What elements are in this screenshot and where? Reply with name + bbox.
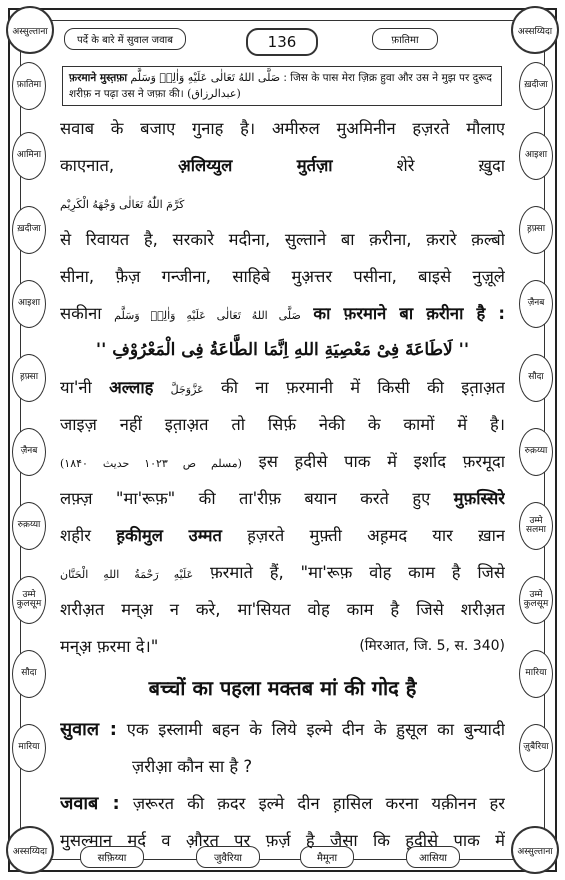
body-line: सवाब के बजाए गुनाह है। अमीरुल मुअमिनीन हज़रते मौलाए [60, 119, 505, 138]
border-name-text: सफ़िय्या [97, 853, 127, 864]
body-line [60, 628, 505, 665]
corner-medallion [6, 6, 54, 54]
border-name-left [12, 62, 46, 110]
border-name-text: मारिया [18, 742, 40, 753]
name-bold: अल्लाह [109, 378, 154, 397]
question-text: एक इस्लामी बहन के लिये इल्मे दीन के ह़ुसूल का बुन्यादी [126, 720, 505, 739]
border-name-text: मैमूना [316, 853, 338, 864]
border-name-right [519, 280, 553, 328]
corner-label: अस्सुल्ताना [517, 846, 553, 857]
hadith-reference: (مسلم ص ۱۰۲۳ حديث ۱۸۴۰) [60, 457, 242, 470]
text-span: शेरे ख़ुदा [396, 156, 505, 175]
body-line [60, 480, 505, 517]
text-span: इस ह़दीसे पाक में इर्शाद फ़रमूदा [258, 452, 505, 471]
page-number-label: 136 [267, 33, 297, 51]
body-line [60, 147, 505, 184]
header-right-label: फ़ातिमा [391, 35, 419, 46]
border-name-text: रुक़य्या [17, 520, 41, 531]
header-left-tab [64, 28, 186, 50]
border-name-left [12, 354, 46, 402]
arabic-honorific: عَزَّوَجَلَّ [170, 383, 204, 396]
border-name-left [12, 576, 46, 624]
border-name-text: आमिना [16, 150, 42, 161]
border-name-right [519, 502, 553, 550]
border-name-right [519, 354, 553, 402]
arabic-honorific: عَلَيْهِ رَحْمَةُ اللهِ الْحَنَّان [60, 568, 194, 581]
arabic-hadith-quote: '' لَاطَاعَةَ فِىْ مَعْصِيَةِ اللهِ اِنَّمَا الطَّاعَةُ فِى الْمَعْرُوْفِ '' [95, 340, 470, 360]
border-name-text: आसिया [419, 853, 447, 864]
notice-reference: (عبدالرزاق) [187, 87, 241, 100]
notice-title: फ़रमाने मुस्त़फ़ा [69, 72, 128, 84]
body-line [60, 517, 505, 554]
name-bold: अ़लिय्युल मुर्तज़ा [178, 156, 333, 175]
body-line [60, 295, 505, 332]
corner-label: अस्सुल्ताना [12, 26, 48, 37]
border-name-left [12, 502, 46, 550]
border-name-right [519, 206, 553, 254]
text-span: का फ़रमाने बा क़रीना है : [313, 304, 505, 323]
text-span: की ना फ़रमानी में किसी की इत़ाअ़त [221, 378, 505, 397]
section-heading: बच्चों का पहला मक्तब मां की गोद है [148, 676, 417, 700]
corner-label: अस्सय्यिदा [12, 846, 48, 857]
border-name-text: सौदा [21, 668, 37, 679]
answer-line: मुसल्मान मर्द व औ़रत पर फ़र्ज़ है जैसा कि ह़दीसे पाक में [60, 831, 505, 850]
body-line: जाइज़ नहीं इत़ाअ़त तो सिर्फ़ नेकी के कामों में है। [60, 415, 505, 434]
border-name-left [12, 724, 46, 772]
question-line [60, 711, 505, 748]
border-name-left [12, 206, 46, 254]
name-bold: मुफ़स्सिरे [453, 489, 505, 508]
notice-arabic-salutation: صَلَّى اللهُ تَعَالٰى عَلَيْهِ وَاٰلِهٖ وَسَلَّم [130, 71, 281, 84]
border-name-text: फ़ातिमा [16, 80, 42, 91]
border-name-right [519, 428, 553, 476]
body-line [60, 443, 505, 480]
header-notice-box [62, 66, 502, 106]
text-span: काएनात, [60, 156, 115, 175]
border-name-right [519, 724, 553, 772]
text-span: शहीर [60, 526, 92, 545]
border-name-text: उम्मे सलमा [526, 515, 546, 535]
border-name-text: सौदा [528, 372, 544, 383]
body-line: शरीअ़त मन्अ़ न करे, मा'सियत वोह काम है जिसे शरीअ़त [60, 600, 505, 619]
header-left-label: पर्दे के बारे में सुवाल जवाब [77, 35, 173, 46]
border-name-text: ज़ैनब [527, 298, 545, 309]
border-name-text: जुवैरिया [213, 853, 243, 864]
header-right-tab [372, 28, 438, 50]
border-name-text: आइशा [17, 298, 41, 309]
text-span: मन्अ़ फ़रमा दे।" [60, 637, 159, 656]
border-name-text: ख़दीजा [524, 80, 548, 91]
border-name-text: ख़दीजा [17, 224, 41, 235]
border-name-right [519, 62, 553, 110]
text-span: ह़ज़रते मुफ़्ती अह़मद यार ख़ान [247, 526, 505, 545]
border-name-text: मारिया [525, 668, 547, 679]
answer-text: ज़रूरत की क़दर इल्मे दीन ह़ासिल करना यक़ीनन हर [132, 794, 505, 813]
body-line [60, 369, 505, 406]
border-name-right [519, 576, 553, 624]
question-label: सुवाल : [60, 719, 118, 740]
body-line [60, 554, 505, 591]
answer-line [60, 785, 505, 822]
border-name-text: आइशा [524, 150, 548, 161]
border-name-text: रुक़य्या [524, 446, 548, 457]
arabic-salutation: صَلَّى اللهُ تَعَالٰى عَلَيْهِ وَاٰلِهٖ وَسَلَّم [114, 309, 301, 322]
corner-medallion [511, 826, 559, 874]
border-name-text: ह़फ़्सा [19, 372, 39, 383]
corner-medallion [511, 6, 559, 54]
text-span: या'नी [60, 378, 92, 397]
border-name-left [12, 650, 46, 698]
text-span: सकीना [60, 304, 102, 323]
notice-text: : जिस के पास मेरा ज़िक्र हुवा और उस ने मुझ पर दुरूद शरीफ़ न पढ़ा उस ने जफ़ा की। [69, 72, 492, 100]
corner-label: अस्सय्यिदा [517, 26, 553, 37]
border-name-text: ज़ैनब [20, 446, 38, 457]
body-line: सीना, फ़ैज़ गन्जीना, साहिबे मुअ़त्तर पसीना, बाइसे नुज़ूले [60, 267, 505, 286]
border-name-left [12, 132, 46, 180]
border-name-right [519, 650, 553, 698]
border-name-text: उम्मे कुलसूम [523, 589, 549, 609]
border-name-right [519, 132, 553, 180]
book-reference: (मिरआत, जि. 5, स. 340) [359, 638, 505, 654]
corner-medallion [6, 826, 54, 874]
text-span: फ़रमाते हैं, "मा'रूफ़ वोह काम है जिसे [209, 563, 505, 582]
arabic-honorific: كَرَّمَ اللّٰهُ تَعَالٰى وَجْهَهُ الْكَرِيْم [60, 198, 185, 211]
border-name-left [12, 428, 46, 476]
name-bold: ह़कीमुल उम्मत [116, 526, 222, 545]
page-number [246, 28, 318, 56]
body-line: से रिवायत है, सरकारे मदीना, सुल्ताने बा क़रीना, क़रारे क़ल्बो [60, 230, 505, 249]
border-name-text: ज़ुबैरिया [523, 742, 549, 753]
body-line [60, 184, 505, 221]
border-name-left [12, 280, 46, 328]
question-line: ज़रीआ़ कौन सा है ? [132, 757, 253, 776]
border-name-text: उम्मे कुलसूम [16, 589, 42, 609]
text-span: लफ़्ज़ "मा'रूफ़" की ता'रीफ़ बयान करते हुए [60, 489, 431, 508]
answer-label: जवाब : [60, 793, 120, 814]
page-body [60, 110, 505, 859]
border-name-text: ह़फ़्सा [526, 224, 546, 235]
